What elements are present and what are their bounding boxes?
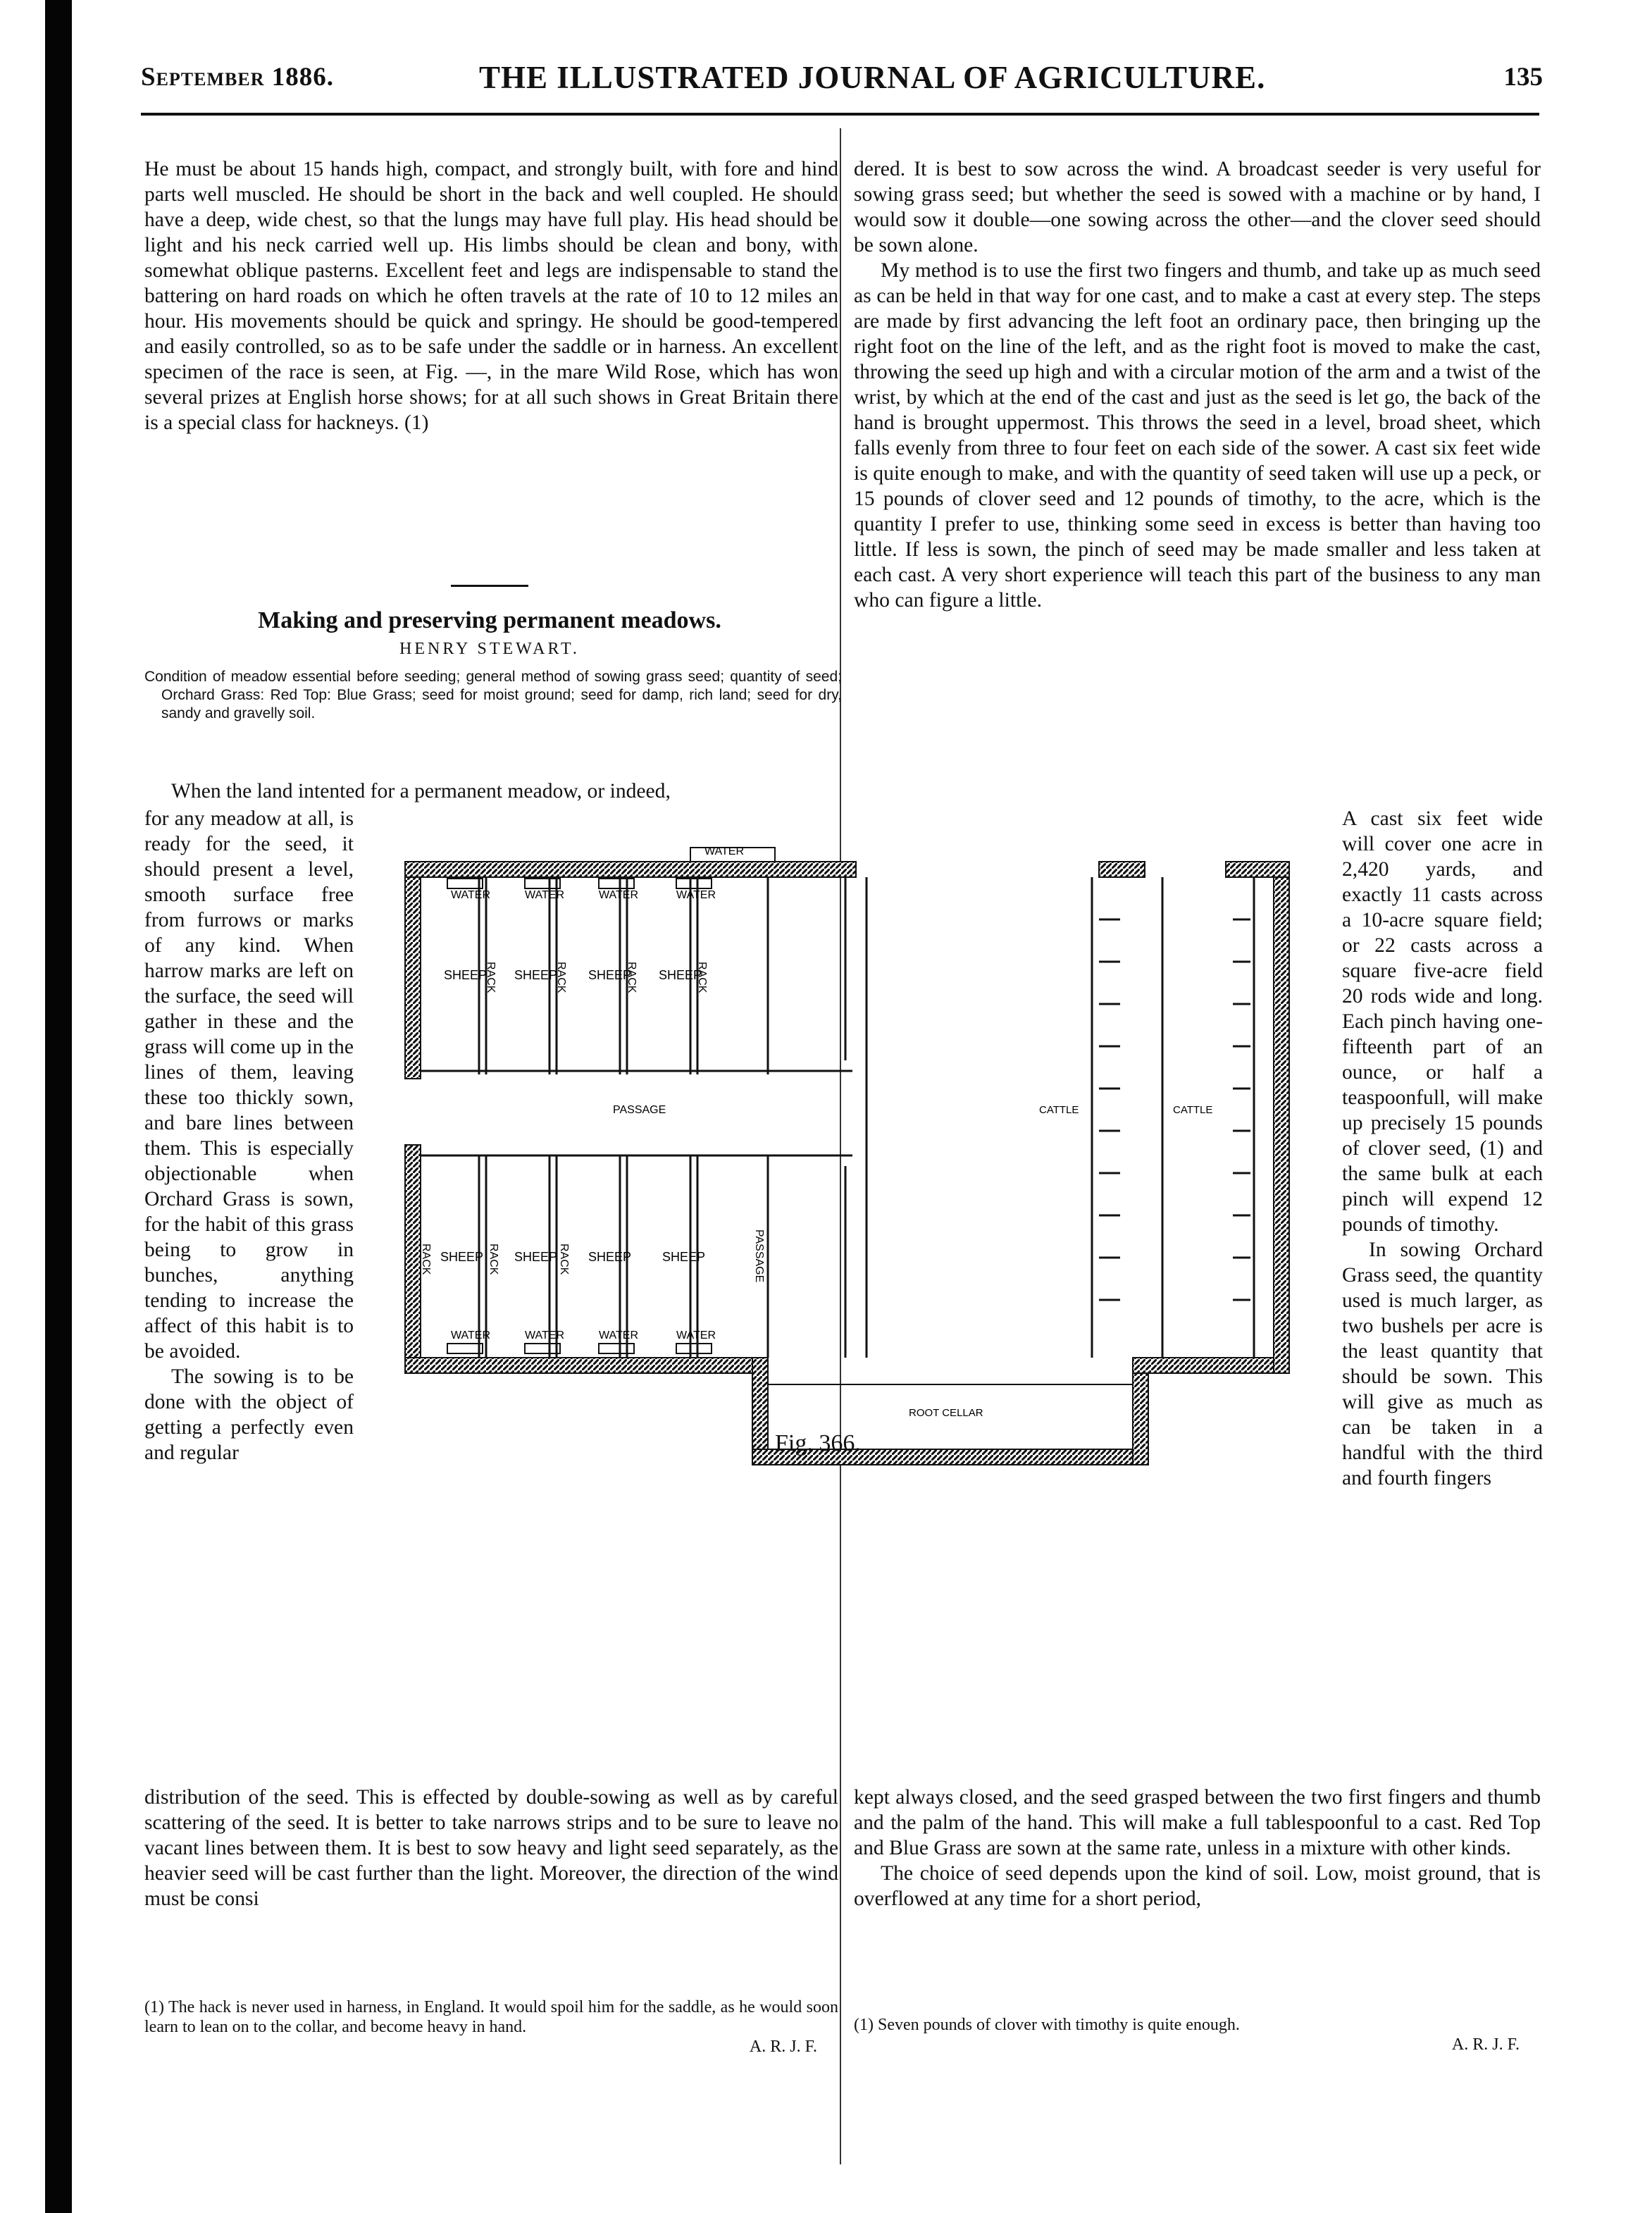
paragraph: dered. It is best to sow across the wind. A broadcast seeder is very useful for sowing grass seed; but whether the seed is sowed with a machine or by hand, I would sow it double—one sowing across the other—and the clover seed should be sown alone.	[854, 158, 1541, 256]
footnote-text: (1) Seven pounds of clover with timothy is quite enough.	[854, 2016, 1240, 2034]
section-rule	[451, 585, 528, 587]
paragraph: kept always closed, and the seed grasped between the two first fingers and thumb and the palm of the hand. This will make a full tablespoonful to a cast. Red Top and Blue Grass are sown at the same rate, unless in a mixture with other kinds.	[854, 1786, 1541, 1859]
paragraph: The choice of seed depends upon the kind of soil. Low, moist ground, that is overflowed at any time for a short period,	[854, 1862, 1541, 1910]
footnote-signature: A. R. J. F.	[749, 2038, 817, 2056]
passage-label: PASSAGE	[613, 1104, 666, 1116]
rack-label: RACK	[487, 1244, 499, 1275]
paragraph: A cast six feet wide will cover one acre in 2,420 yards, and exactly 11 casts across a 10-acre square field; or 22 casts across a square five-acre field 20 rods wide and long. Each pinch having one-fifteenth part of an ounce, or half a teaspoonfull, will make up precisely 15 pounds of clover seed, (1) and the same bulk at each pinch will expend 12 pounds of timothy.	[1342, 807, 1543, 1236]
sheep-label: SHEEP	[662, 1250, 706, 1264]
journal-title: THE ILLUSTRATED JOURNAL OF AGRICULTURE.	[479, 60, 1266, 95]
left-column-bottom	[144, 1785, 838, 1911]
rack-label: RACK	[485, 962, 497, 993]
water-label-top: WATER	[704, 845, 744, 857]
sheep-label: SHEEP	[514, 1250, 558, 1264]
water-label: WATER	[676, 1329, 716, 1341]
rack-label: RACK	[626, 962, 638, 993]
cattle-label: CATTLE	[1039, 1104, 1079, 1116]
rack-label: RACK	[696, 962, 708, 993]
sheep-label: SHEEP	[588, 1250, 632, 1264]
footnote-signature: A. R. J. F.	[1451, 2035, 1520, 2054]
paragraph: He must be about 15 hands high, compact, and strongly built, with fore and hind parts well muscled. He should be short in the back and well coupled. He should have a deep, wide chest, so that the lungs may have full play. His head should be light and his neck carried well up. His limbs should be clean and bony, with somewhat oblique pasterns. Excellent feet and legs are indispensable to stand the battering on hard roads on which he often travels at the rate of 10 to 12 miles an hour. His movements should be quick and springy. He should be good-tempered and easily controlled, so as to be safe under the saddle or in harness. An excellent specimen of the race is seen, at Fig. —, in the mare Wild Rose, which has won several prizes at English horse shows; for at all such shows in Great Britain there is a special class for hackneys. (1)	[144, 158, 838, 434]
header-date: September 1886.	[141, 63, 334, 92]
figure-366-floor-plan	[373, 835, 1339, 1473]
water-label: WATER	[599, 889, 638, 901]
footnote-right	[854, 2015, 1541, 2054]
right-narrow-column	[1342, 806, 1543, 1491]
running-header	[141, 62, 1543, 104]
paragraph: The sowing is to be done with the object of getting a perfectly even and regular	[144, 1365, 354, 1464]
paragraph: In sowing Orchard Grass seed, the quantity used is much larger, as two bushels per acre is the least quantity that should be sown. This will give as much as can be taken in a handful with the third and fourth fingers	[1342, 1239, 1543, 1489]
water-label: WATER	[599, 1329, 638, 1341]
article-heading: Making and preserving permanent meadows.	[258, 607, 721, 633]
left-column-top	[144, 156, 838, 435]
right-column-bottom	[854, 1785, 1541, 1911]
left-narrow-column	[144, 806, 354, 1465]
header-rule	[141, 113, 1539, 116]
figure-caption: Fig. 366.	[775, 1430, 861, 1456]
water-label: WATER	[676, 889, 716, 901]
right-column-top	[854, 156, 1541, 613]
footnote-left	[144, 1997, 838, 2057]
water-troughs	[447, 848, 775, 1353]
sheep-label: SHEEP	[514, 968, 558, 982]
sheep-label: SHEEP	[440, 1250, 484, 1264]
cattle-label: CATTLE	[1173, 1104, 1213, 1116]
paragraph: distribution of the seed. This is effected by double-sowing as well as by careful scattering of the seed. It is better to take narrows strips and to be sure to leave no vacant lines between them. It is best to sow heavy and light seed separately, as the heavier seed will be cast further than the light. Moreover, the direction of the wind must be consi	[144, 1786, 838, 1910]
summary-text: Condition of meadow essential before seeding; general method of sowing grass seed; quantity of seed; Orchard Grass: Red Top: Blue Grass; seed for moist ground; seed for damp, rich land; seed for dry, sandy and gravelly soil.	[144, 669, 842, 721]
paragraph: When the land intented for a permanent meadow, or indeed,	[171, 780, 671, 802]
rack-label: RACK	[558, 1244, 570, 1275]
article-summary	[144, 668, 842, 723]
rack-labels	[420, 962, 765, 1282]
floor-plan-drawing	[373, 835, 1339, 1473]
walls	[405, 862, 1289, 1465]
article-author: HENRY STEWART.	[399, 640, 580, 658]
paragraph: for any meadow at all, is ready for the seed, it should present a level, smooth surface free from furrows or marks of any kind. When harrow marks are left on the surface, the seed will gather in these and the grass will come up in the lines of them, leaving these too thickly sown, and bare lines between them. This is especially objectionable when Orchard Grass is sown, for the habit of this grass being to grow in bunches, anything tending to increase the affect of this habit is to be avoided.	[144, 807, 354, 1363]
page-number: 135	[1503, 63, 1543, 92]
pen-partitions	[421, 877, 1254, 1358]
page-binding-edge	[45, 0, 72, 2213]
water-label: WATER	[451, 1329, 490, 1341]
passage-label-vertical: PASSAGE	[753, 1229, 765, 1283]
sheep-label: SHEEP	[588, 968, 632, 982]
intro-line	[144, 779, 842, 804]
sheep-label: SHEEP	[444, 968, 487, 982]
footnote-text: (1) The hack is never used in harness, in England. It would spoil him for the saddle, as he would soon learn to lean on to the collar, and become heavy in hand.	[144, 1998, 838, 2036]
rack-label: RACK	[420, 1244, 432, 1275]
rack-label: RACK	[555, 962, 567, 993]
water-label: WATER	[525, 889, 564, 901]
paragraph: My method is to use the first two fingers and thumb, and take up as much seed as can be held in that way for one cast, and to make a cast at every step. The steps are made by first advancing the left foot an ordinary pace, then bringing up the right foot on the line of the left, and as the right foot is moved to make the cast, throwing the seed up high and with a circular motion of the arm and a twist of the wrist, by which at the end of the cast and just as the seed is let go, the back of the hand is brought uppermost. This throws the seed in a level, broad sheet, which falls evenly from three to four feet on each side of the sower. A cast six feet wide is quite enough to make, and with the quantity of seed taken will use up a peck, or 15 pounds of clover seed and 12 pounds of timothy, to the acre, which is the quantity I prefer to use, thinking some seed in excess is better than having too little. If less is sown, the pinch of seed may be made smaller and less taken at each cast. A very short experience will teach this part of the business to any man who can figure a little.	[854, 259, 1541, 612]
root-cellar-label: ROOT CELLAR	[909, 1407, 983, 1419]
sheep-label: SHEEP	[659, 968, 702, 982]
water-label: WATER	[451, 889, 490, 901]
water-label: WATER	[525, 1329, 564, 1341]
